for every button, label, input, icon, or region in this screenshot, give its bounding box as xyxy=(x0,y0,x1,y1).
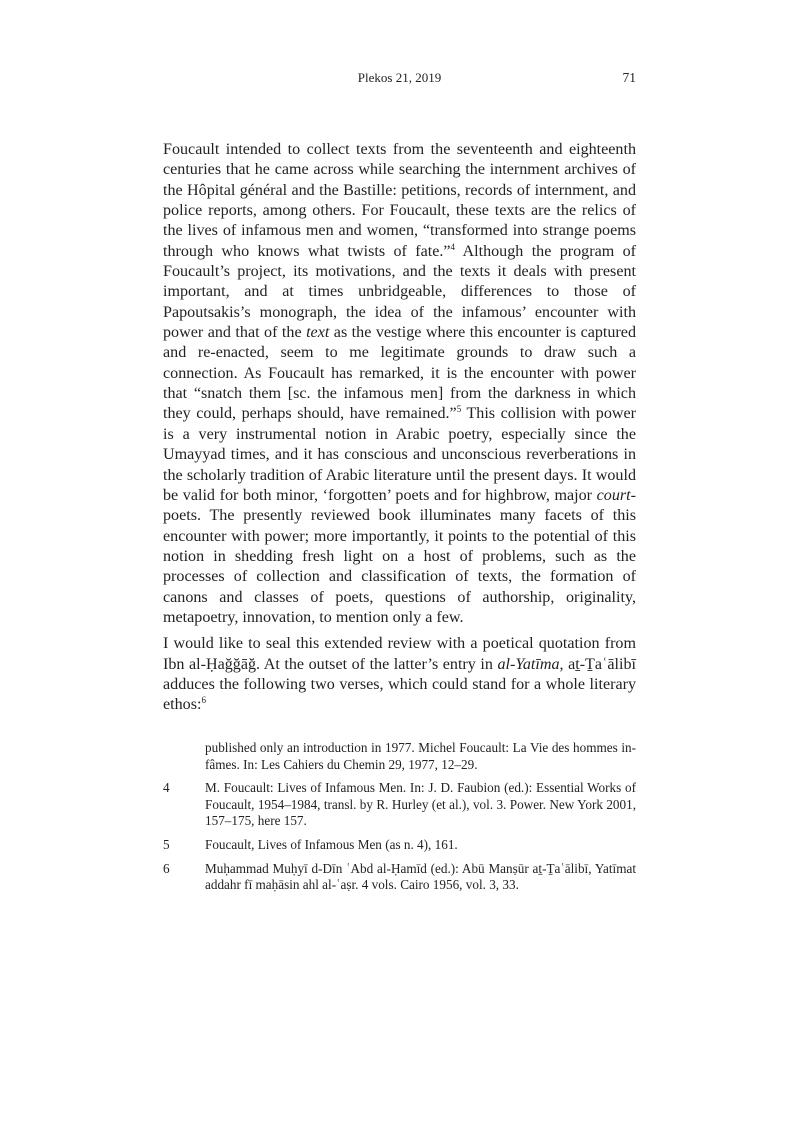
footnote-text: Foucault, Lives of Infamous Men (as n. 4), 161. xyxy=(205,836,458,852)
footnote-ref-4[interactable]: 4 xyxy=(450,241,456,252)
footnote-continued xyxy=(163,740,636,773)
footnotes xyxy=(163,740,636,901)
footnote-ref-6[interactable]: 6 xyxy=(201,695,206,706)
italic-court: court xyxy=(596,486,631,504)
paragraph-1: Foucault intended to collect texts from the seventeenth and eighteenth centuries that he came across while searching the internment archives of the Hôpital général and the Bastille: petitions, records of internment, and police reports, among others. For Foucault, these texts are the relics of the lives of infamous men and women, “transformed into strange poems through who knows what twists of fate.”$^4$ Although the program of Foucault’s project, its motivations, and the texts it deals with present important, and at times unbridgeable, differences to those of Papoutsakis’s monograph, the idea of the infamous’ encounter with power and that of the text as the vestige where this encounter is captured and re-enacted, seem to me legitimate grounds to draw such a connection. As Foucault has remarked, it is the encounter with power that “snatch them [sc. the infamous men] from the darkness in which they could, perhaps should, have remained.”$^5$ This collision with power is a very instrumental notion in Arabic poetry, especially since the Umayyad times, and it has conscious and unconscious reverberations in the scholarly tradition of Arabic literature until the present days. It would be valid for both minor, ‘forgotten’ poets and for highbrow, major court-poets. The presently reviewed book illuminates many facets of this encounter with power; more importantly, it points to the potential of this notion in shedding fresh light on a host of problems, such as the processes of collection and classification of texts, the formation of canons and classes of poets, questions of authorship, originality, metapoetry, innovation, to mention only a few. xyxy=(163,141,637,626)
footnote-number: 4 xyxy=(163,780,170,796)
main-text xyxy=(163,140,636,716)
footnote-text: Muḥammad Muḥyī d-Dīn ʿAbd al-Ḥamīd (ed.): Abū Manṣūr aṯ-Ṯaʿālibī, Yatīmat addahr fī maḥāsin ahl al-ʿaṣr. 4 vols. Cairo 1956, vol. 3, 33. xyxy=(205,860,636,893)
footnote-number: 5 xyxy=(163,836,170,852)
footnote-ref-5[interactable]: 5 xyxy=(456,404,462,415)
paragraph-2: I would like to seal this extended review with a poetical quotation from Ibn al-Ḥağğāğ. At the outset of the latter’s entry in al-Yatīma, aṯ-Ṯaʿālibī adduces the following two verses, which could stand for a whole literary ethos:$^6$ xyxy=(163,635,636,714)
italic-text: text xyxy=(306,324,330,342)
footnote-text: published only an introduction in 1977. Michel Foucault: La Vie des hommes infâmes. In: Les Cahiers du Chemin 29, 1977, 12–29. xyxy=(205,740,636,772)
footnote-5 xyxy=(163,837,636,854)
footnote-4 xyxy=(163,780,636,830)
page-number: 71 xyxy=(622,70,636,85)
italic-yatima: al-Yatīma xyxy=(497,655,560,673)
footnote-6 xyxy=(163,861,636,894)
page-header xyxy=(163,70,636,90)
running-title: Plekos 21, 2019 xyxy=(357,70,442,85)
footnote-number: 6 xyxy=(163,860,170,876)
footnote-text: M. Foucault: Lives of Infamous Men. In: J. D. Faubion (ed.): Essential Works of Foucault, 1954–1984, transl. by R. Hurley (et al.), vol. 3. Power. New York 2001, 157–175, here 157. xyxy=(205,780,636,829)
